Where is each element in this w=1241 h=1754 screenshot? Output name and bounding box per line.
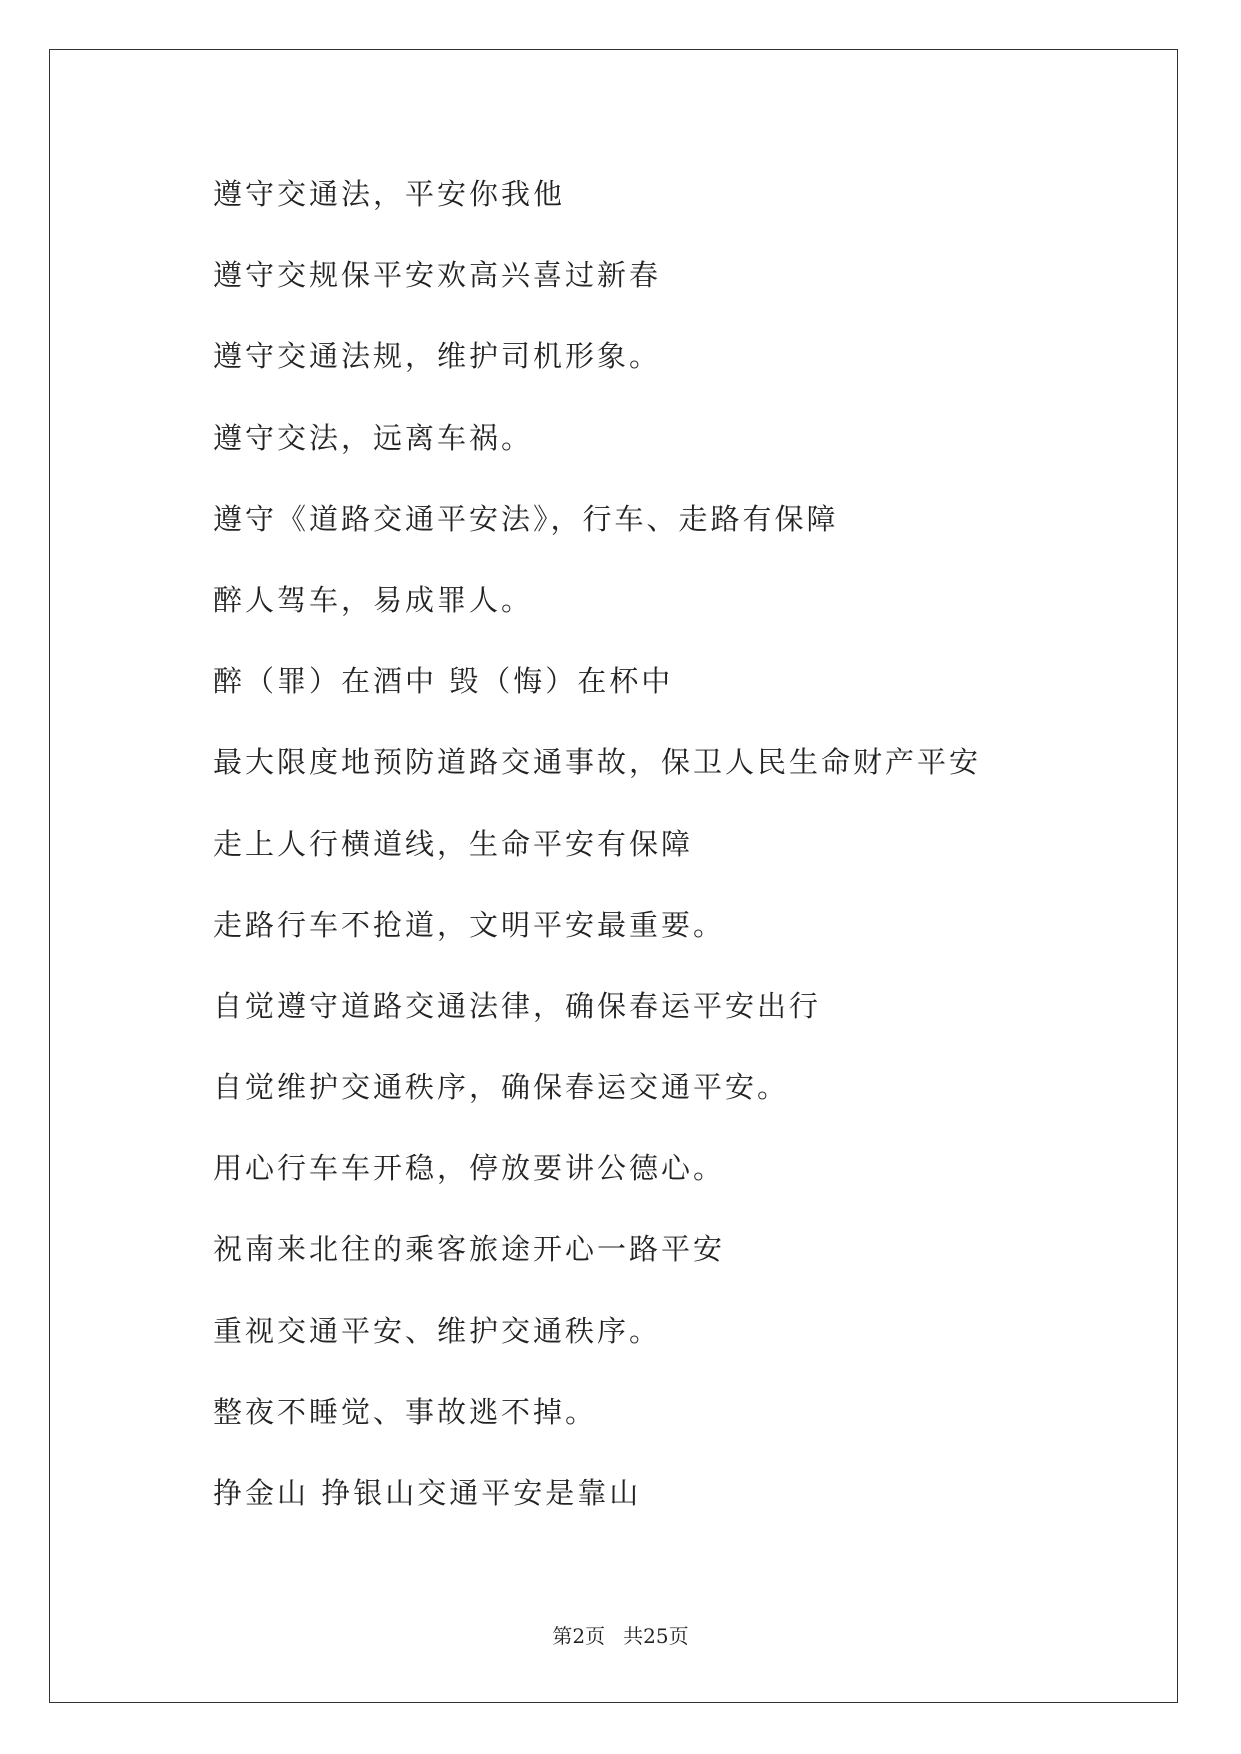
slogan-line: 醉（罪）在酒中 毁（悔）在杯中	[213, 664, 674, 699]
slogan-line: 遵守《道路交通平安法》，行车、走路有保障	[213, 501, 839, 536]
slogan-line: 最大限度地预防道路交通事故，保卫人民生命财产平安	[213, 745, 982, 780]
slogan-line: 重视交通平安、维护交通秩序。	[213, 1313, 662, 1348]
slogan-line: 走路行车不抢道，文明平安最重要。	[213, 907, 726, 942]
slogan-line: 遵守交规保平安欢高兴喜过新春	[213, 258, 662, 293]
slogan-line: 醉人驾车，易成罪人。	[213, 582, 534, 617]
slogan-line: 走上人行横道线，生命平安有保障	[213, 826, 694, 861]
slogan-line: 遵守交通法规，维护司机形象。	[213, 339, 662, 374]
slogan-line: 祝南来北往的乘客旅途开心一路平安	[213, 1232, 726, 1267]
slogan-line: 挣金山 挣银山交通平安是靠山	[213, 1476, 642, 1510]
page-footer	[0, 1620, 1241, 1649]
slogan-line: 遵守交通法，平安你我他	[213, 177, 566, 211]
slogan-line: 整夜不睡觉、事故逃不掉。	[213, 1394, 598, 1429]
slogan-line: 自觉维护交通秩序，确保春运交通平安。	[213, 1070, 790, 1105]
total-pages-label: 共25页	[623, 1624, 689, 1648]
current-page-label: 第2页	[552, 1624, 606, 1648]
slogan-list	[213, 166, 981, 1546]
slogan-line: 遵守交法，远离车祸。	[213, 420, 534, 455]
slogan-line: 用心行车车开稳，停放要讲公德心。	[213, 1151, 726, 1186]
slogan-line: 自觉遵守道路交通法律，确保春运平安出行	[213, 988, 822, 1023]
